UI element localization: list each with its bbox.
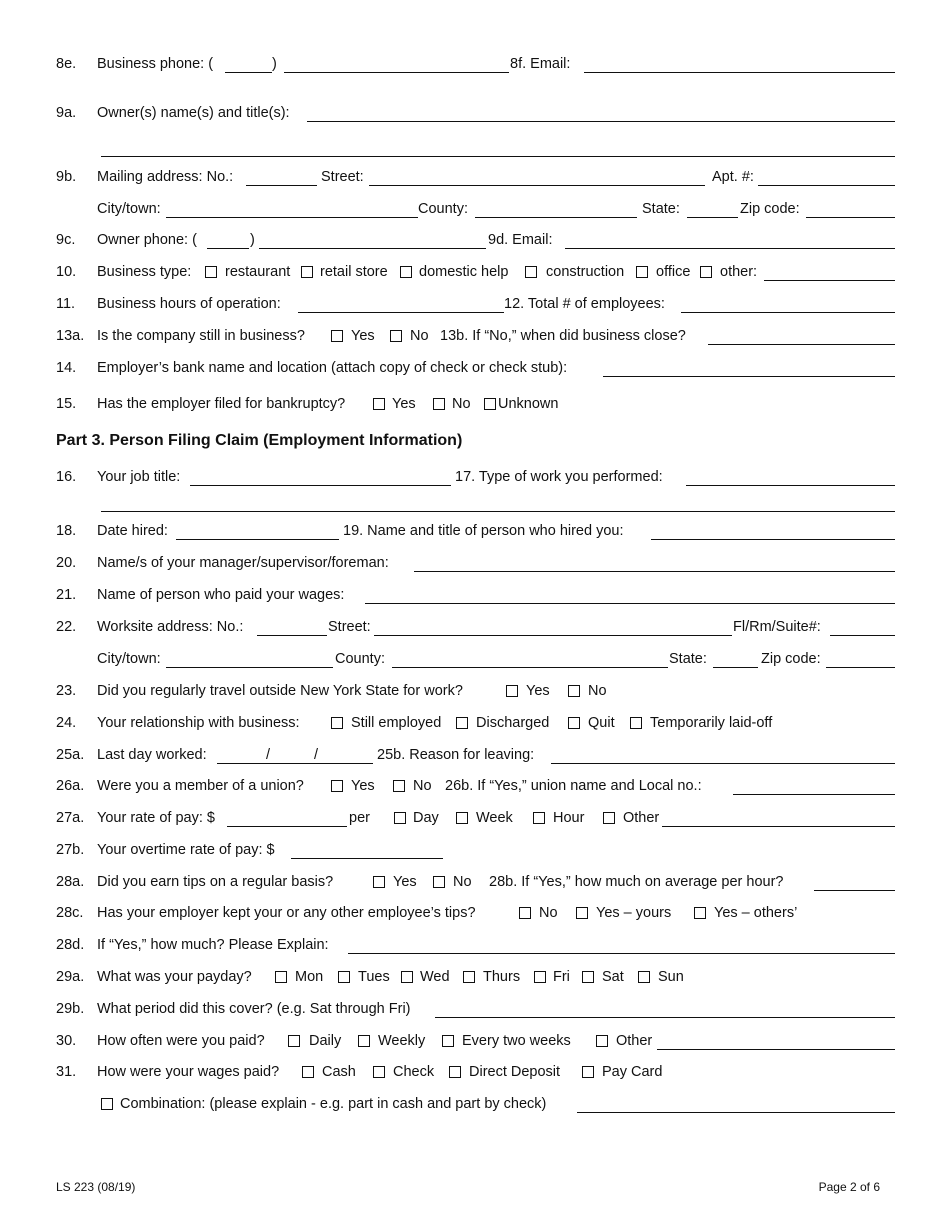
discharged-label: Discharged	[476, 715, 550, 731]
business-email-field[interactable]	[584, 72, 895, 73]
item-number: 27a.	[56, 810, 85, 826]
row-21	[0, 587, 950, 607]
union-member-label: Were you a member of a union?	[97, 778, 304, 794]
domestic-help-label: domestic help	[419, 264, 509, 280]
no-label: No	[410, 328, 429, 344]
no-label: No	[453, 874, 472, 890]
item-number: 8e.	[56, 56, 77, 72]
pay-period-field[interactable]	[435, 1017, 895, 1018]
row-10	[0, 264, 950, 284]
mailing-zip-label: Zip code:	[740, 201, 800, 217]
item-number: 15.	[56, 396, 77, 412]
item-number: 28d.	[56, 937, 85, 953]
travel-no-checkbox[interactable]	[568, 685, 580, 697]
row-11	[0, 296, 950, 316]
item-number: 9c.	[56, 232, 76, 248]
mailing-city-field[interactable]	[166, 217, 418, 218]
manager-names-field[interactable]	[414, 571, 895, 572]
owner-names-field-line-2[interactable]	[101, 156, 895, 157]
job-title-field[interactable]	[190, 485, 451, 486]
tips-yes-checkbox[interactable]	[373, 876, 385, 888]
no-label: No	[539, 905, 558, 921]
bank-name-label: Employer’s bank name and location (attach copy of check or check stub):	[97, 360, 568, 376]
mailing-county-field[interactable]	[475, 217, 637, 218]
other-label: Other	[623, 810, 660, 826]
check-checkbox[interactable]	[373, 1066, 385, 1078]
day-label: Day	[413, 810, 439, 826]
worksite-city-label: City/town:	[97, 651, 161, 667]
row-27b	[0, 842, 950, 862]
still-in-business-yes-checkbox[interactable]	[331, 330, 343, 342]
form-id: LS 223 (08/19)	[56, 1180, 136, 1194]
mailing-street-field[interactable]	[369, 185, 705, 186]
cash-checkbox[interactable]	[302, 1066, 314, 1078]
worksite-suite-field[interactable]	[830, 635, 895, 636]
item-number: 21.	[56, 587, 77, 603]
tips-explain-field[interactable]	[348, 953, 895, 954]
every-two-weeks-checkbox[interactable]	[442, 1035, 454, 1047]
worksite-county-label: County:	[335, 651, 385, 667]
row-16-continued	[0, 495, 950, 515]
payday-mon-checkbox[interactable]	[275, 971, 287, 983]
item-number: 28c.	[56, 905, 84, 921]
business-hours-label: Business hours of operation:	[97, 296, 281, 312]
row-28c	[0, 905, 950, 925]
mailing-state-field[interactable]	[687, 217, 738, 218]
tips-no-checkbox[interactable]	[433, 876, 445, 888]
row-24	[0, 715, 950, 735]
payday-thurs-checkbox[interactable]	[463, 971, 475, 983]
temporarily-laid-off-checkbox[interactable]	[630, 717, 642, 729]
fri-label: Fri	[553, 969, 570, 985]
domestic-help-checkbox[interactable]	[400, 266, 412, 278]
payday-wed-checkbox[interactable]	[401, 971, 413, 983]
union-name-label: 26b. If “Yes,” union name and Local no.:	[445, 778, 702, 794]
travel-outside-ny-label: Did you regularly travel outside New York State for work?	[97, 683, 463, 699]
item-number: 28a.	[56, 874, 85, 890]
row-20	[0, 555, 950, 575]
date-slash: /	[266, 747, 271, 763]
tips-explain-label: If “Yes,” how much? Please Explain:	[97, 937, 329, 953]
row-9a	[0, 105, 950, 125]
paren-close: )	[250, 232, 255, 248]
frequency-other-field[interactable]	[657, 1049, 895, 1050]
item-number: 25a.	[56, 747, 85, 763]
total-employees-label: 12. Total # of employees:	[504, 296, 665, 312]
temporarily-laid-off-label: Temporarily laid-off	[650, 715, 773, 731]
still-in-business-no-checkbox[interactable]	[390, 330, 402, 342]
mailing-zip-field[interactable]	[806, 217, 895, 218]
worksite-zip-label: Zip code:	[761, 651, 821, 667]
business-close-date-field[interactable]	[708, 344, 895, 345]
cash-label: Cash	[322, 1064, 356, 1080]
per-label: per	[349, 810, 370, 826]
direct-deposit-label: Direct Deposit	[469, 1064, 561, 1080]
kept-tips-others-checkbox[interactable]	[694, 907, 706, 919]
worksite-no-label: Worksite address: No.:	[97, 619, 244, 635]
work-type-field[interactable]	[686, 485, 895, 486]
owner-phone-area-code-field[interactable]	[207, 248, 249, 249]
wages-paid-label: How were your wages paid?	[97, 1064, 280, 1080]
worksite-street-field[interactable]	[374, 635, 732, 636]
payday-fri-checkbox[interactable]	[534, 971, 546, 983]
row-9b	[0, 169, 950, 189]
business-close-label: 13b. If “No,” when did business close?	[440, 328, 686, 344]
yes-label: Yes	[393, 874, 417, 890]
worksite-street-label: Street:	[328, 619, 371, 635]
item-number: 26a.	[56, 778, 85, 794]
bankruptcy-no-checkbox[interactable]	[433, 398, 445, 410]
item-number: 24.	[56, 715, 77, 731]
construction-checkbox[interactable]	[525, 266, 537, 278]
relationship-label: Your relationship with business:	[97, 715, 300, 731]
frequency-other-checkbox[interactable]	[596, 1035, 608, 1047]
row-29a	[0, 969, 950, 989]
reason-leaving-label: 25b. Reason for leaving:	[377, 747, 535, 763]
bankruptcy-yes-checkbox[interactable]	[373, 398, 385, 410]
wed-label: Wed	[420, 969, 450, 985]
page-number: Page 2 of 6	[818, 1180, 880, 1194]
hour-label: Hour	[553, 810, 585, 826]
business-phone-area-code-field[interactable]	[225, 72, 272, 73]
wage-payer-label: Name of person who paid your wages:	[97, 587, 345, 603]
combination-label: Combination: (please explain - e.g. part in cash and part by check)	[120, 1096, 547, 1112]
pay-week-checkbox[interactable]	[456, 812, 468, 824]
overtime-rate-label: Your overtime rate of pay: $	[97, 842, 275, 858]
item-number: 9b.	[56, 169, 77, 185]
weekly-label: Weekly	[378, 1033, 426, 1049]
work-type-field-line-2[interactable]	[101, 511, 895, 512]
yes-label: Yes	[392, 396, 416, 412]
no-label: No	[452, 396, 471, 412]
tips-average-label: 28b. If “Yes,” how much on average per hour?	[489, 874, 784, 890]
business-email-label: 8f. Email:	[510, 56, 571, 72]
pay-other-field[interactable]	[662, 826, 895, 827]
quit-label: Quit	[588, 715, 615, 731]
row-27a	[0, 810, 950, 830]
owner-names-field[interactable]	[307, 121, 895, 122]
hired-by-field[interactable]	[651, 539, 895, 540]
row-28a	[0, 874, 950, 894]
other-label: Other	[616, 1033, 653, 1049]
item-number: 10.	[56, 264, 77, 280]
row-9b-city	[0, 201, 950, 221]
yes-label: Yes	[351, 778, 375, 794]
row-15	[0, 396, 950, 416]
bankruptcy-label: Has the employer filed for bankruptcy?	[97, 396, 346, 412]
paren-close: )	[272, 56, 277, 72]
owner-names-label: Owner(s) name(s) and title(s):	[97, 105, 290, 121]
mailing-apt-field[interactable]	[758, 185, 895, 186]
manager-names-label: Name/s of your manager/supervisor/foreman:	[97, 555, 389, 571]
weekly-checkbox[interactable]	[358, 1035, 370, 1047]
tues-label: Tues	[358, 969, 390, 985]
date-hired-label: Date hired:	[97, 523, 168, 539]
thurs-label: Thurs	[483, 969, 521, 985]
owner-email-field[interactable]	[565, 248, 895, 249]
construction-label: construction	[546, 264, 625, 280]
still-employed-checkbox[interactable]	[331, 717, 343, 729]
part-3-heading: Part 3. Person Filing Claim (Employment Information)	[56, 432, 463, 449]
kept-tips-yours-checkbox[interactable]	[576, 907, 588, 919]
item-number: 23.	[56, 683, 77, 699]
worksite-county-field[interactable]	[392, 667, 668, 668]
row-13a	[0, 328, 950, 348]
unknown-label: Unknown	[498, 396, 559, 412]
mailing-no-label: Mailing address: No.:	[97, 169, 234, 185]
office-checkbox[interactable]	[636, 266, 648, 278]
no-label: No	[413, 778, 432, 794]
row-25a	[0, 747, 950, 767]
yes-others-label: Yes – others’	[714, 905, 798, 921]
daily-label: Daily	[309, 1033, 342, 1049]
worksite-city-field[interactable]	[166, 667, 333, 668]
retail-store-checkbox[interactable]	[301, 266, 313, 278]
every-two-weeks-label: Every two weeks	[462, 1033, 571, 1049]
row-26a	[0, 778, 950, 798]
worksite-suite-label: Fl/Rm/Suite#:	[733, 619, 821, 635]
row-31-combination	[0, 1096, 950, 1116]
business-phone-field[interactable]	[284, 72, 509, 73]
payday-tues-checkbox[interactable]	[338, 971, 350, 983]
union-name-field[interactable]	[733, 794, 895, 795]
business-hours-field[interactable]	[298, 312, 504, 313]
restaurant-checkbox[interactable]	[205, 266, 217, 278]
still-employed-label: Still employed	[351, 715, 442, 731]
daily-checkbox[interactable]	[288, 1035, 300, 1047]
row-29b	[0, 1001, 950, 1021]
item-number: 18.	[56, 523, 77, 539]
quit-checkbox[interactable]	[568, 717, 580, 729]
payday-sun-checkbox[interactable]	[638, 971, 650, 983]
row-28d	[0, 937, 950, 957]
rate-of-pay-label: Your rate of pay: $	[97, 810, 215, 826]
mailing-state-label: State:	[642, 201, 680, 217]
mon-label: Mon	[295, 969, 324, 985]
union-no-checkbox[interactable]	[393, 780, 405, 792]
owner-phone-label: Owner phone: (	[97, 232, 197, 248]
employer-kept-tips-label: Has your employer kept your or any other employee’s tips?	[97, 905, 476, 921]
yes-label: Yes	[526, 683, 550, 699]
retail-store-label: retail store	[320, 264, 388, 280]
item-number: 27b.	[56, 842, 85, 858]
other-business-label: other:	[720, 264, 758, 280]
row-16	[0, 469, 950, 489]
item-number: 9a.	[56, 105, 77, 121]
item-number: 14.	[56, 360, 77, 376]
item-number: 20.	[56, 555, 77, 571]
travel-yes-checkbox[interactable]	[506, 685, 518, 697]
item-number: 31.	[56, 1064, 77, 1080]
combination-checkbox[interactable]	[101, 1098, 113, 1110]
row-31	[0, 1064, 950, 1084]
reason-leaving-field[interactable]	[551, 763, 895, 764]
direct-deposit-checkbox[interactable]	[449, 1066, 461, 1078]
restaurant-label: restaurant	[225, 264, 291, 280]
pay-hour-checkbox[interactable]	[533, 812, 545, 824]
work-type-label: 17. Type of work you performed:	[455, 469, 663, 485]
payday-sat-checkbox[interactable]	[582, 971, 594, 983]
overtime-rate-field[interactable]	[291, 858, 443, 859]
week-label: Week	[476, 810, 513, 826]
item-number: 11.	[56, 296, 76, 312]
row-9a-continued	[0, 140, 950, 160]
row-8e	[0, 56, 950, 76]
item-number: 30.	[56, 1033, 77, 1049]
pay-frequency-label: How often were you paid?	[97, 1033, 265, 1049]
business-phone-label: Business phone: (	[97, 56, 214, 72]
office-label: office	[656, 264, 691, 280]
mailing-apt-label: Apt. #:	[712, 169, 754, 185]
item-number: 29b.	[56, 1001, 85, 1017]
pay-other-checkbox[interactable]	[603, 812, 615, 824]
job-title-label: Your job title:	[97, 469, 181, 485]
mailing-no-field[interactable]	[246, 185, 317, 186]
owner-phone-field[interactable]	[259, 248, 486, 249]
yes-label: Yes	[351, 328, 375, 344]
worksite-no-field[interactable]	[257, 635, 327, 636]
sun-label: Sun	[658, 969, 684, 985]
union-yes-checkbox[interactable]	[331, 780, 343, 792]
row-23	[0, 683, 950, 703]
row-22	[0, 619, 950, 639]
other-business-checkbox[interactable]	[700, 266, 712, 278]
wage-payer-field[interactable]	[365, 603, 895, 604]
no-label: No	[588, 683, 607, 699]
row-18	[0, 523, 950, 543]
item-number: 29a.	[56, 969, 85, 985]
row-9c	[0, 232, 950, 252]
kept-tips-no-checkbox[interactable]	[519, 907, 531, 919]
row-22-city	[0, 651, 950, 671]
bankruptcy-unknown-checkbox[interactable]	[484, 398, 496, 410]
item-number: 13a.	[56, 328, 85, 344]
other-business-field[interactable]	[764, 280, 895, 281]
business-type-label: Business type:	[97, 264, 192, 280]
hired-by-label: 19. Name and title of person who hired you:	[343, 523, 624, 539]
yes-yours-label: Yes – yours	[596, 905, 672, 921]
discharged-checkbox[interactable]	[456, 717, 468, 729]
sat-label: Sat	[602, 969, 624, 985]
item-number: 16.	[56, 469, 77, 485]
tips-average-field[interactable]	[814, 890, 895, 891]
still-in-business-label: Is the company still in business?	[97, 328, 305, 344]
pay-day-checkbox[interactable]	[394, 812, 406, 824]
payday-label: What was your payday?	[97, 969, 252, 985]
pay-card-label: Pay Card	[602, 1064, 663, 1080]
row-30	[0, 1033, 950, 1053]
owner-email-label: 9d. Email:	[488, 232, 553, 248]
earn-tips-label: Did you earn tips on a regular basis?	[97, 874, 334, 890]
pay-period-label: What period did this cover? (e.g. Sat through Fri)	[97, 1001, 411, 1017]
total-employees-field[interactable]	[681, 312, 895, 313]
worksite-state-field[interactable]	[713, 667, 758, 668]
mailing-city-label: City/town:	[97, 201, 161, 217]
last-day-label: Last day worked:	[97, 747, 207, 763]
date-hired-field[interactable]	[176, 539, 339, 540]
check-label: Check	[393, 1064, 435, 1080]
pay-card-checkbox[interactable]	[582, 1066, 594, 1078]
last-day-field[interactable]	[217, 763, 373, 764]
item-number: 22.	[56, 619, 77, 635]
combination-field[interactable]	[577, 1112, 895, 1113]
mailing-street-label: Street:	[321, 169, 364, 185]
rate-of-pay-field[interactable]	[227, 826, 347, 827]
mailing-county-label: County:	[418, 201, 468, 217]
worksite-state-label: State:	[669, 651, 707, 667]
worksite-zip-field[interactable]	[826, 667, 895, 668]
date-slash: /	[314, 747, 319, 763]
bank-name-field[interactable]	[603, 376, 895, 377]
row-14	[0, 360, 950, 380]
